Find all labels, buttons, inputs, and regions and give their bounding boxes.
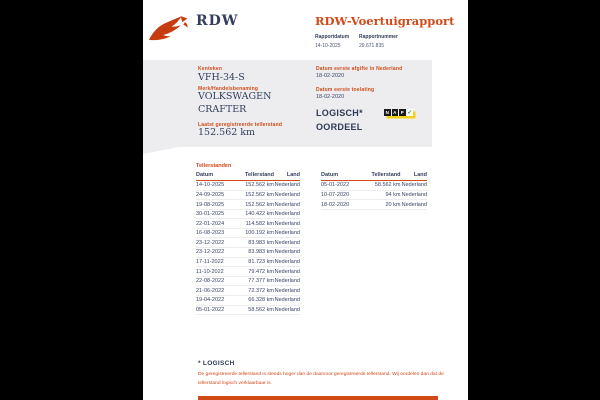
report-meta (315, 34, 398, 49)
cell-land: Nederland (274, 268, 300, 275)
cell-datum: 23-12-2022 (196, 238, 239, 248)
tellerstand-value: 152.562 km (198, 127, 256, 138)
footnote-text: De geregistreerde tellerstand is steeds hoger dan de daarvoor geregistreerde tellerstand. Wij oordelen dan dat de tellerstand logisch verklaarbaar is. (198, 372, 444, 386)
cell-tellerstand: 152.562 km (239, 190, 274, 200)
cell-land: Nederland (274, 191, 300, 198)
cell-datum: 21-06-2022 (196, 286, 239, 296)
cell-datum: 23-12-2022 (196, 248, 239, 258)
table-row (196, 238, 300, 248)
table-row (196, 219, 300, 229)
cell-land: Nederland (401, 191, 427, 198)
cell-land: Nederland (274, 259, 300, 266)
cell-tellerstand: 83.983 km (239, 248, 274, 258)
rdw-wordmark: RDW (196, 13, 239, 29)
col-land: Land (274, 172, 300, 181)
cell-land: Nederland (274, 278, 300, 285)
col-tellerstand: Tellerstand (239, 172, 274, 181)
footnote-title: * LOGISCH (198, 360, 235, 367)
afgifte-label: Datum eerste afgifte in Nederland (316, 66, 403, 72)
col-datum: Datum (321, 172, 364, 181)
rapportnummer-label: Rapportnummer (359, 34, 398, 40)
cell-tellerstand: 83.983 km (239, 238, 274, 248)
cell-datum: 14-10-2025 (196, 181, 239, 191)
summary-panel (143, 60, 432, 147)
report-title: RDW-Voertuigrapport (315, 14, 455, 28)
cell-tellerstand: 77.377 km (239, 276, 274, 286)
cell-land: Nederland (274, 239, 300, 246)
cell-datum: 22-08-2022 (196, 276, 239, 286)
cell-datum: 24-09-2025 (196, 190, 239, 200)
cell-tellerstand: 79.472 km (239, 267, 274, 277)
cell-datum: 11-10-2022 (196, 267, 239, 277)
rapportnummer-block (359, 34, 398, 49)
table-row (196, 181, 300, 191)
cell-datum: 30-01-2025 (196, 209, 239, 219)
oordeel-text: LOGISCH* OORDEEL (316, 108, 363, 132)
table-row (321, 200, 427, 210)
cell-datum: 19-08-2025 (196, 200, 239, 210)
nap-logo-icon (384, 109, 413, 116)
table-row (196, 295, 300, 305)
cell-land: Nederland (274, 182, 300, 189)
table-header-row (196, 172, 300, 181)
cell-datum: 19-04-2022 (196, 295, 239, 305)
cell-tellerstand: 66.328 km (239, 295, 274, 305)
table-row (321, 190, 427, 200)
table-row (196, 286, 300, 296)
cell-datum: 10-07-2020 (321, 190, 364, 200)
cell-tellerstand: 152.562 km (239, 181, 274, 191)
cell-tellerstand: 81.723 km (239, 257, 274, 267)
table-row (196, 200, 300, 210)
cell-land: Nederland (274, 201, 300, 208)
toelating-label: Datum eerste toelating (316, 87, 375, 93)
col-tellerstand: Tellerstand (364, 172, 400, 181)
nap-check-icon: ✓ (407, 110, 413, 116)
nap-letter-a: A (393, 110, 397, 115)
cell-tellerstand: 140.422 km (239, 209, 274, 219)
kenteken-label: Kenteken (198, 66, 223, 72)
cell-tellerstand: 152.562 km (239, 200, 274, 210)
rapportnummer-value: 29.671.835 (359, 42, 385, 49)
table-row (196, 228, 300, 238)
tellerstanden-title: Tellerstanden (196, 163, 232, 169)
rapportdatum-label: Rapportdatum (315, 34, 350, 40)
col-land: Land (400, 172, 427, 181)
cell-land: Nederland (274, 249, 300, 256)
table-row (196, 257, 300, 267)
cell-datum: 22-01-2024 (196, 219, 239, 229)
cell-datum: 16-08-2023 (196, 228, 239, 238)
cell-land: Nederland (401, 201, 427, 208)
rapportdatum-block (315, 34, 359, 49)
table-row (196, 267, 300, 277)
toelating-value: 18-02-2020 (316, 94, 345, 100)
cell-tellerstand: 94 km (364, 190, 400, 200)
cell-land: Nederland (274, 297, 300, 304)
table-row (196, 209, 300, 219)
cell-land: Nederland (274, 211, 300, 218)
tellerstand-label: Laatst geregistreerde tellerstand (198, 122, 283, 128)
cell-tellerstand: 72.372 km (239, 286, 274, 296)
cell-land: Nederland (274, 287, 300, 294)
cell-tellerstand: 58.562 km (364, 181, 400, 191)
nap-letter-p: P (400, 110, 404, 115)
merk-label: Merk/Handelsbenaming (198, 86, 259, 92)
nap-letter-n: N (385, 110, 389, 115)
tellerstanden-table-right (321, 172, 427, 210)
table-header-row (321, 172, 427, 181)
cell-tellerstand: 100.192 km (239, 228, 274, 238)
cell-land: Nederland (274, 220, 300, 227)
cell-datum: 05-01-2022 (321, 181, 364, 191)
footer-accent-bar (198, 396, 438, 400)
table-row (196, 276, 300, 286)
tellerstanden-table-left (196, 172, 300, 315)
cell-tellerstand: 20 km (364, 200, 400, 210)
cell-tellerstand: 58.562 km (239, 305, 274, 315)
report-page (143, 0, 468, 400)
cell-datum: 18-02-2020 (321, 200, 364, 210)
col-datum: Datum (196, 172, 239, 181)
cell-tellerstand: 114.582 km (239, 219, 274, 229)
kenteken-value: VFH-34-S (198, 72, 245, 83)
afgifte-value: 18-02-2020 (316, 73, 345, 79)
cell-land: Nederland (274, 230, 300, 237)
merk-value: VOLKSWAGEN CRAFTER (198, 91, 272, 115)
table-row (196, 248, 300, 258)
table-row (321, 181, 427, 191)
table-row (196, 190, 300, 200)
cell-land: Nederland (274, 306, 300, 313)
rdw-bird-icon (148, 12, 190, 44)
cell-datum: 05-01-2022 (196, 305, 239, 315)
table-row (196, 305, 300, 315)
cell-datum: 17-11-2022 (196, 257, 239, 267)
cell-land: Nederland (401, 182, 427, 189)
rapportdatum-value: 14-10-2025 (315, 42, 341, 49)
